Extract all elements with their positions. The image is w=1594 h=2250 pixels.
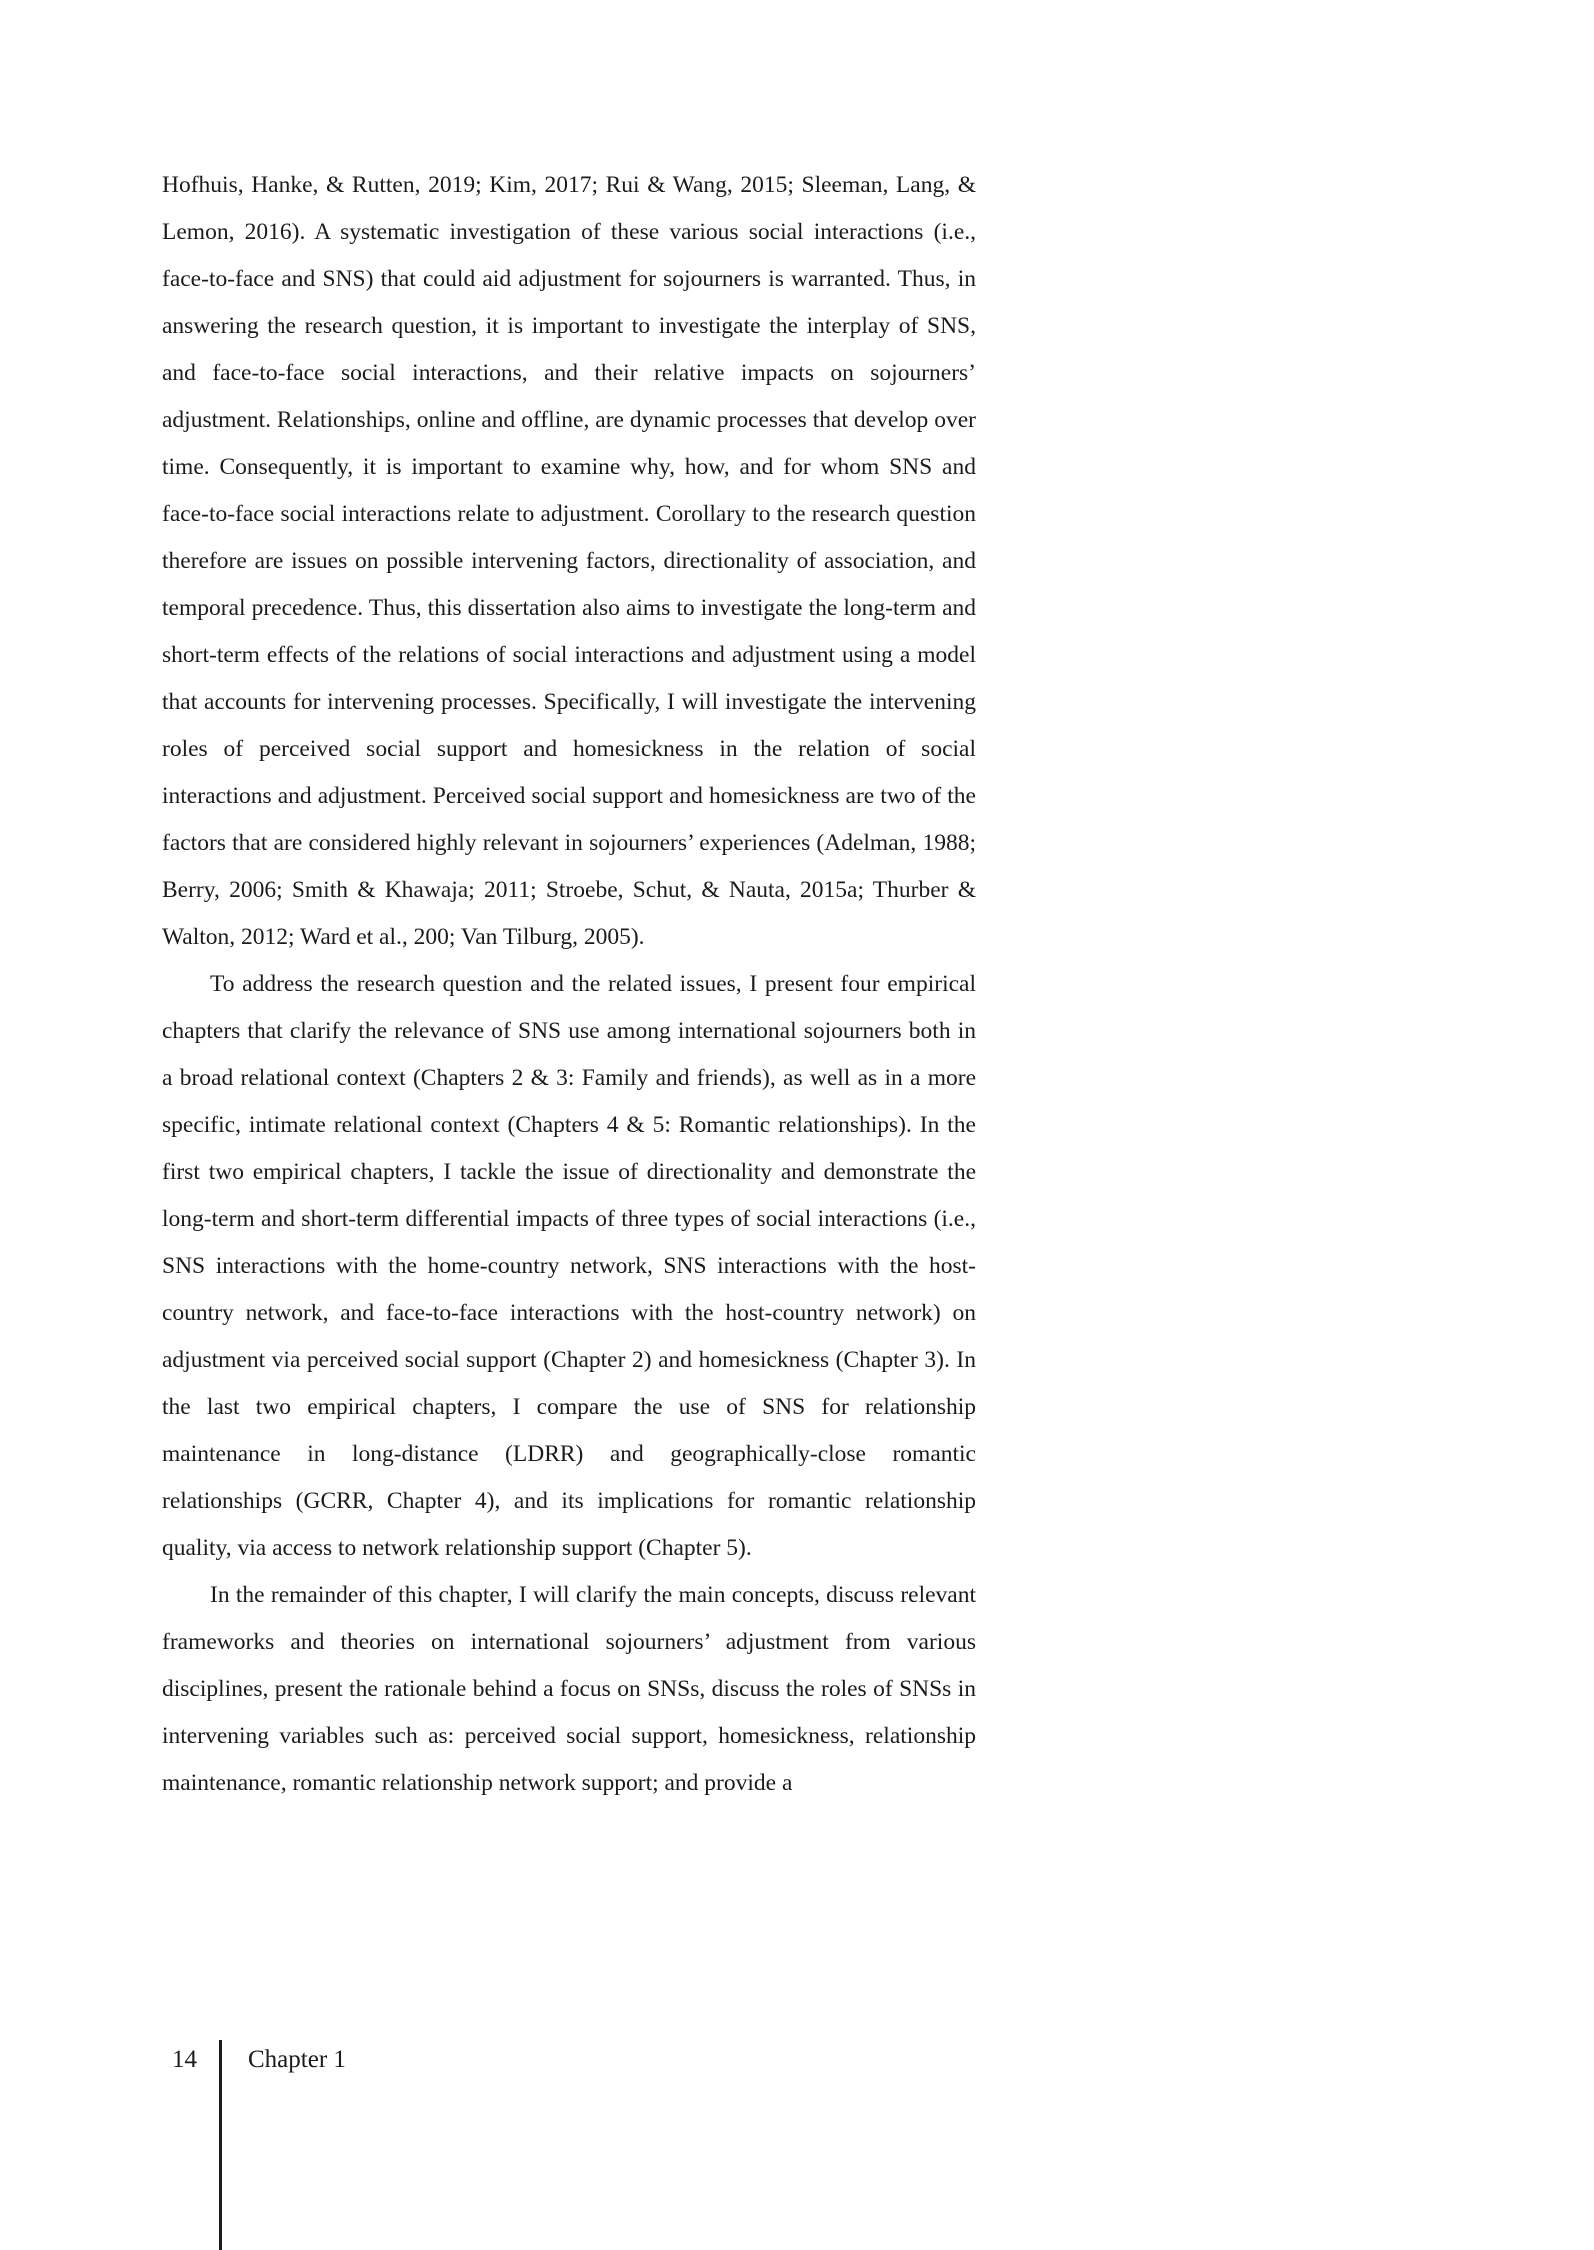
- page-footer: [0, 2042, 1594, 2092]
- page-number: 14: [172, 2046, 197, 2073]
- paragraph-3: In the remainder of this chapter, I will clarify the main concepts, discuss relevant frameworks and theories on international sojourners’ adjustment from various disciplines, present the rationale behind a focus on SNSs, discuss the roles of SNSs in intervening variables such as: perceived social support, homesickness, relationship maintenance, romantic relationship network support; and provide a: [162, 1582, 976, 1796]
- chapter-label: Chapter 1: [248, 2046, 346, 2073]
- body-text-block: [162, 162, 976, 1807]
- paragraph-1: Hofhuis, Hanke, & Rutten, 2019; Kim, 2017; Rui & Wang, 2015; Sleeman, Lang, & Lemon, 2016). A systematic investigation of these various social interactions (i.e., face-to-face and SNS) that could aid adjustment for sojourners is warranted. Thus, in answering the research question, it is important to investigate the interplay of SNS, and face-to-face social interactions, and their relative impacts on sojourners’ adjustment. Relationships, online and offline, are dynamic processes that develop over time. Consequently, it is important to examine why, how, and for whom SNS and face-to-face social interactions relate to adjustment. Corollary to the research question therefore are issues on possible intervening factors, directionality of association, and temporal precedence. Thus, this dissertation also aims to investigate the long-term and short-term effects of the relations of social interactions and adjustment using a model that accounts for intervening processes. Specifically, I will investigate the intervening roles of perceived social support and homesickness in the relation of social interactions and adjustment. Perceived social support and homesickness are two of the factors that are considered highly relevant in sojourners’ experiences (Adelman, 1988; Berry, 2006; Smith & Khawaja; 2011; Stroebe, Schut, & Nauta, 2015a; Thurber & Walton, 2012; Ward et al., 200; Van Tilburg, 2005).: [162, 172, 976, 950]
- footer-divider-rule: [219, 2040, 222, 2250]
- paragraph-2: To address the research question and the related issues, I present four empirical chapters that clarify the relevance of SNS use among international sojourners both in a broad relational context (Chapters 2 & 3: Family and friends), as well as in a more specific, intimate relational context (Chapters 4 & 5: Romantic relationships). In the first two empirical chapters, I tackle the issue of directionality and demonstrate the long-term and short-term differential impacts of three types of social interactions (i.e., SNS interactions with the home-country network, SNS interactions with the host-country network, and face-to-face interactions with the host-country network) on adjustment via perceived social support (Chapter 2) and homesickness (Chapter 3). In the last two empirical chapters, I compare the use of SNS for relationship maintenance in long-distance (LDRR) and geographically-close romantic relationships (GCRR, Chapter 4), and its implications for romantic relationship quality, via access to network relationship support (Chapter 5).: [162, 971, 976, 1561]
